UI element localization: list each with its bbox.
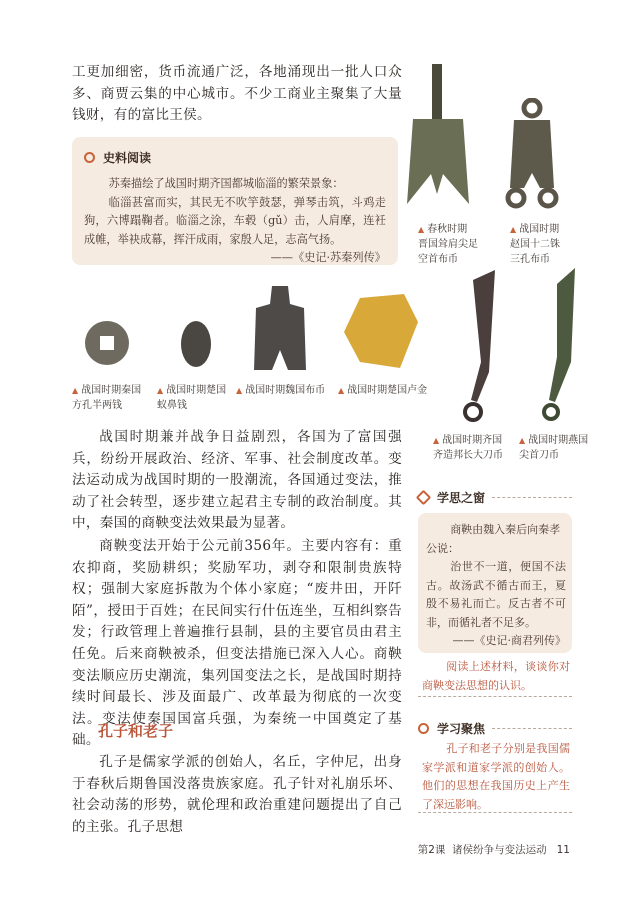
- ant-nose-coin-image: [176, 318, 216, 370]
- caption-chu-coin: ▲ 战国时期楚国 蚁鼻钱: [157, 385, 227, 411]
- thinking-window-box: [418, 513, 572, 653]
- caption-jin-spade-coin: ▲ 春秋时期 晋国耸肩尖足 空首布币: [418, 224, 478, 265]
- book-icon: [84, 152, 95, 163]
- lesson-title: 诸侯纷争与变法运动: [452, 844, 547, 856]
- source-citation: ——《史记·苏秦列传》: [270, 251, 386, 264]
- source-quote: 临淄甚富而实，其民无不吹竽鼓瑟，弹琴击筑，斗鸡走狗，六博蹋鞠者。临淄之涂，车毂（gǔ）击，人肩摩，连衽成帷，举袂成幕，挥汗成雨，家殷人足，志高气扬。: [84, 195, 386, 246]
- caption-chu-gold: ▲ 战国时期楚国卢金: [338, 385, 428, 396]
- caption-qi-knife-coin: ▲ 战国时期齐国 齐造邦长大刀币: [433, 435, 503, 461]
- page-number: 11: [556, 844, 570, 856]
- spade-coin-image: [403, 64, 473, 219]
- source-reading-box: [72, 137, 398, 265]
- three-hole-coin-image: [502, 98, 562, 218]
- wei-spade-coin-image: [250, 282, 310, 374]
- thinking-quote: 治世不一道，便国不法古。故汤武不循古而王，夏殷不易礼而亡。反古者不可非，而循礼者不足多。: [426, 560, 566, 629]
- gold-plate-image: [340, 292, 420, 372]
- paragraph-confucius: 孔子是儒家学派的创始人，名丘，字仲尼，出身于春秋后期鲁国没落贵族家庭。孔子针对礼崩乐坏、社会动荡的形势，就伦理和政治重建问题提出了自己的主张。孔子思想: [72, 754, 402, 835]
- section-title: 孔子和老子: [98, 722, 174, 740]
- caption-yan-knife-coin: ▲ 战国时期燕国 尖首刀币: [519, 435, 589, 461]
- triangle-icon: ▲: [510, 225, 517, 234]
- diamond-icon: [416, 490, 432, 506]
- thinking-question: 阅读上述材料，谈谈你对商鞅变法思想的认识。: [422, 660, 570, 692]
- banliang-coin-image: [82, 318, 132, 368]
- triangle-icon: ▲: [418, 225, 425, 234]
- qi-knife-coin-image: [455, 262, 505, 427]
- source-lead: 苏秦描绘了战国时期齐国都城临淄的繁荣景象：: [108, 177, 344, 190]
- thinking-lead: 商鞅由魏入秦后向秦孝公说：: [426, 523, 561, 555]
- lesson-number: 第2课: [417, 844, 446, 856]
- paragraph-reforms: 战国时期兼并战争日益剧烈，各国为了富国强兵，纷纷开展政治、经济、军事、社会制度改革。变法运动成为战国时期的一股潮流，各国通过变法，推动了社会转型，逐步建立起君主专制的政治制度。其中，秦国的商鞅变法效果最为显著。: [72, 429, 402, 532]
- thinking-citation: ——《史记·商君列传》: [452, 634, 566, 647]
- caption-wei-coin: ▲ 战国时期魏国布币: [236, 385, 326, 396]
- yan-knife-coin-image: [535, 262, 585, 427]
- caption-zhao-coin: ▲ 战国时期 赵国十二铢 三孔布币: [510, 224, 560, 265]
- target-icon: [418, 723, 429, 734]
- learning-focus-text: 孔子和老子分别是我国儒家学派和道家学派的创始人。他们的思想在我国历史上产生了深远影响。: [422, 742, 570, 811]
- source-reading-header: [84, 149, 151, 166]
- learning-focus-header: 学习聚焦: [418, 720, 485, 737]
- source-reading-title: 史料阅读: [103, 151, 152, 165]
- caption-qin-coin: ▲ 战国时期秦国 方孔半两钱: [72, 385, 142, 411]
- thinking-window-header: 学思之窗: [418, 489, 485, 506]
- intro-paragraph: 工更加细密，货币流通广泛，各地涌现出一批人口众多、商贾云集的中心城市。不少工商业主聚集了大量钱财，有的富比王侯。: [72, 64, 402, 124]
- paragraph-shang-yang: 商鞅变法开始于公元前356年。主要内容有：重农抑商，奖励耕织；奖励军功，剥夺和限制贵族特权；强制大家庭拆散为个体小家庭；“废井田，开阡陌”，授田于百姓；在民间实行什伍连坐，互相纠察告发；行政管理上普遍推行县制，县的主要官员由君主任免。后来商鞅被杀，但变法措施已深入人心。商鞅变法顺应历史潮流，集列国变法之长，是战国时期持续时间最长、涉及面最广、改革最为彻底的一次变法。变法使秦国国富兵强，为秦统一中国奠定了基础。: [72, 538, 402, 749]
- page-footer: [418, 842, 570, 857]
